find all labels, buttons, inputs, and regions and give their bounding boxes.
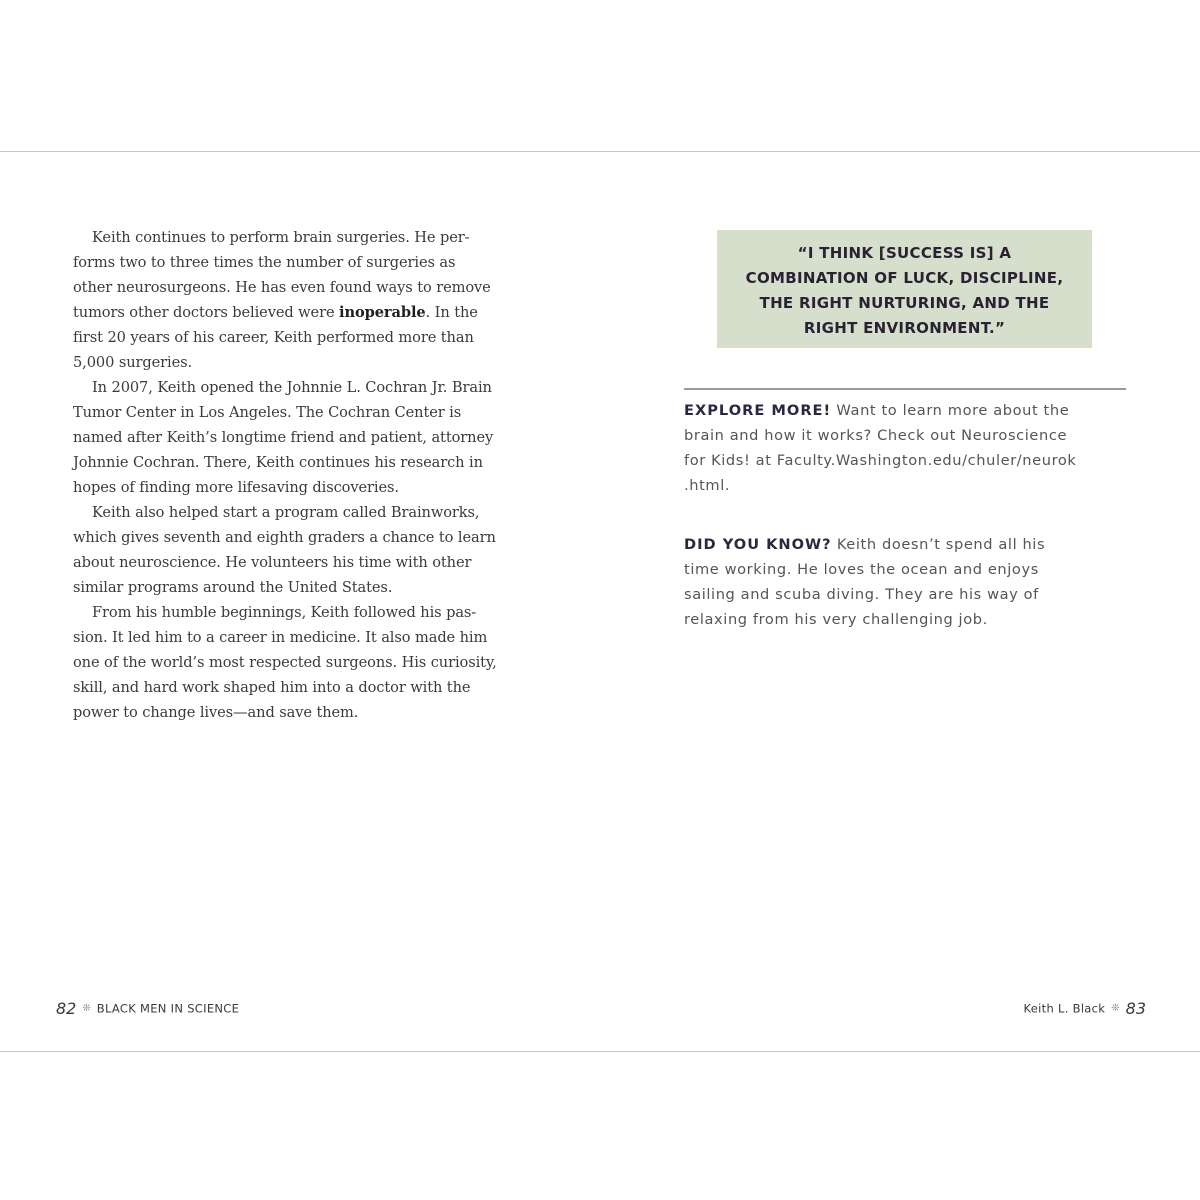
book-spread (0, 151, 1200, 1052)
text-line: In 2007, Keith opened the Johnnie L. Cochran Jr. Brain (92, 379, 492, 396)
right-page (600, 152, 1200, 1051)
left-page-footer (56, 998, 239, 1018)
text-line: brain and how it works? Check out Neuroscience (684, 427, 1068, 444)
text-line: 5,000 surgeries. (73, 354, 193, 371)
running-title: BLACK MEN IN SCIENCE (96, 1001, 240, 1016)
quote-line: “I THINK [SUCCESS IS] A (797, 244, 1012, 262)
main-body-text (73, 225, 523, 725)
text-line: Johnnie Cochran. There, Keith continues his research in (73, 454, 483, 471)
paragraph-3 (73, 500, 523, 600)
text-line: skill, and hard work shaped him into a doctor with the (73, 679, 471, 696)
quote-line: THE RIGHT NURTURING, AND THE (759, 294, 1050, 312)
text-line: relaxing from his very challenging job. (684, 611, 988, 628)
text-line: Keith also helped start a program called Brainworks, (92, 504, 480, 521)
bold-term-inoperable: inoperable (339, 304, 426, 321)
flower-ornament-icon: ❊ (1111, 1003, 1120, 1014)
text-line: for Kids! at Faculty.Washington.edu/chuler/neurok (684, 452, 1077, 469)
divider-rule (684, 388, 1126, 390)
running-title: Keith L. Black (1023, 1001, 1106, 1016)
text-line: forms two to three times the number of surgeries as (73, 254, 456, 271)
text-line (73, 300, 523, 325)
text-span: Keith doesn’t spend all his (831, 536, 1046, 553)
text-line: named after Keith’s longtime friend and patient, attorney (73, 429, 494, 446)
did-you-know-label: DID YOU KNOW? (684, 536, 832, 553)
text-line: sailing and scuba diving. They are his way of (684, 586, 1039, 603)
text-line: hopes of finding more lifesaving discoveries. (73, 479, 399, 496)
text-line (684, 532, 1134, 557)
text-line: one of the world’s most respected surgeons. His curiosity, (73, 654, 497, 671)
did-you-know-sidebar (684, 532, 1134, 632)
pull-quote (717, 230, 1092, 348)
right-page-footer (1024, 998, 1146, 1018)
paragraph-2 (73, 375, 523, 500)
text-line: similar programs around the United States. (73, 579, 393, 596)
page-number: 83 (1125, 999, 1146, 1018)
text-span: tumors other doctors believed were (73, 304, 340, 321)
flower-ornament-icon: ❊ (82, 1003, 91, 1014)
text-line: time working. He loves the ocean and enjoys (684, 561, 1039, 578)
left-page (0, 152, 600, 1051)
text-line: sion. It led him to a career in medicine. It also made him (73, 629, 488, 646)
text-line: power to change lives—and save them. (73, 704, 359, 721)
page-number: 82 (56, 999, 77, 1018)
explore-more-sidebar (684, 398, 1134, 498)
paragraph-4 (73, 600, 523, 725)
paragraph-1 (73, 225, 523, 375)
text-span: Want to learn more about the (831, 402, 1070, 419)
explore-more-label: EXPLORE MORE! (684, 402, 832, 419)
text-line: about neuroscience. He volunteers his time with other (73, 554, 472, 571)
quote-line: COMBINATION OF LUCK, DISCIPLINE, (745, 269, 1064, 287)
text-line: first 20 years of his career, Keith performed more than (73, 329, 474, 346)
text-line: Tumor Center in Los Angeles. The Cochran Center is (73, 404, 462, 421)
text-line (684, 398, 1134, 423)
quote-line: RIGHT ENVIRONMENT.” (803, 319, 1006, 337)
text-span: . In the (425, 304, 478, 321)
text-line: Keith continues to perform brain surgeries. He per- (92, 229, 470, 246)
text-line: other neurosurgeons. He has even found ways to remove (73, 279, 491, 296)
text-line: From his humble beginnings, Keith followed his pas- (92, 604, 477, 621)
text-line: .html. (684, 477, 731, 494)
text-line: which gives seventh and eighth graders a chance to learn (73, 529, 496, 546)
